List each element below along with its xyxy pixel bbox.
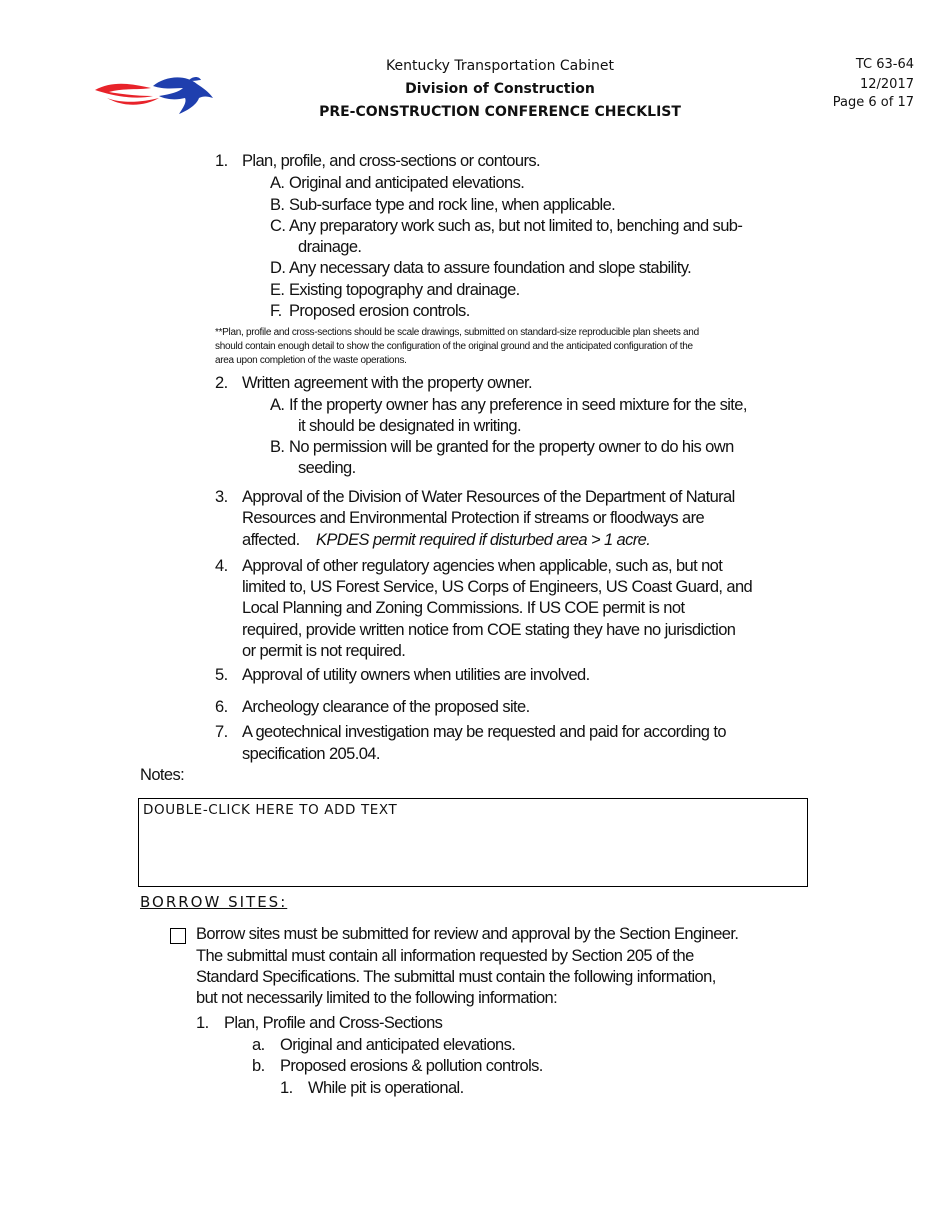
borrow-item-number: 1.	[196, 1014, 209, 1032]
item-line-prefix: affected.	[242, 531, 300, 549]
sub-text: If the property owner has any preference in seed mixture for the site,	[289, 396, 747, 414]
item-line: specification 205.04.	[242, 745, 380, 763]
borrow-sub-text: Proposed erosions & pollution controls.	[280, 1057, 543, 1075]
item-text: Archeology clearance of the proposed site.	[242, 698, 530, 716]
sub-letter: A.	[270, 174, 285, 192]
page-number: Page 6 of 17	[832, 95, 914, 110]
item-line: Approval of the Division of Water Resources of the Department of Natural	[242, 488, 735, 506]
footnote-line: should contain enough detail to show the configuration of the original ground and the anticipated configuration of the	[215, 341, 693, 352]
sub-text: No permission will be granted for the property owner to do his own	[289, 438, 734, 456]
form-title: PRE-CONSTRUCTION CONFERENCE CHECKLIST	[319, 104, 681, 120]
borrow-paragraph-line: Standard Specifications. The submittal must contain the following information,	[196, 968, 716, 986]
sub-text: Sub-surface type and rock line, when applicable.	[289, 196, 616, 214]
form-date: 12/2017	[859, 77, 914, 92]
item-number: 3.	[215, 488, 228, 506]
borrow-sub-letter: a.	[252, 1036, 265, 1054]
borrow-sites-heading: BORROW SITES:	[140, 893, 288, 911]
item-number: 7.	[215, 723, 228, 741]
item-line: Local Planning and Zoning Commissions. If US COE permit is not	[242, 599, 685, 617]
sub-letter: B.	[270, 196, 285, 214]
item-text: Written agreement with the property owner.	[242, 374, 532, 392]
sub-text: Any preparatory work such as, but not limited to, benching and sub-	[289, 217, 743, 235]
item-line: limited to, US Forest Service, US Corps of Engineers, US Coast Guard, and	[242, 578, 753, 596]
sub-letter: E.	[270, 281, 285, 299]
sub-text: Existing topography and drainage.	[289, 281, 520, 299]
item-number: 5.	[215, 666, 228, 684]
item-number: 4.	[215, 557, 228, 575]
sub-text-continued: seeding.	[298, 459, 356, 477]
borrow-sub-text: Original and anticipated elevations.	[280, 1036, 516, 1054]
borrow-paragraph-line: but not necessarily limited to the following information:	[196, 989, 558, 1007]
notes-placeholder: DOUBLE-CLICK HERE TO ADD TEXT	[143, 802, 398, 818]
item-text: Plan, profile, and cross-sections or contours.	[242, 152, 540, 170]
item-line: or permit is not required.	[242, 642, 406, 660]
division-name: Division of Construction	[405, 81, 595, 97]
borrow-sites-checkbox[interactable]	[170, 928, 186, 944]
sub-text-continued: it should be designated in writing.	[298, 417, 521, 435]
sub-letter: A.	[270, 396, 285, 414]
form-number: TC 63-64	[855, 57, 914, 72]
sub-text-continued: drainage.	[298, 238, 362, 256]
item-line: required, provide written notice from COE stating they have no jurisdiction	[242, 621, 736, 639]
sub-letter: C.	[270, 217, 286, 235]
kytc-logo	[93, 74, 215, 118]
item-line: Approval of other regulatory agencies when applicable, such as, but not	[242, 557, 723, 575]
sub-letter: F.	[270, 302, 282, 320]
notes-text-field[interactable]	[138, 798, 808, 887]
sub-text: Any necessary data to assure foundation and slope stability.	[289, 259, 692, 277]
borrow-sub-letter: b.	[252, 1057, 265, 1075]
item-number: 2.	[215, 374, 228, 392]
borrow-subsub-text: While pit is operational.	[308, 1079, 464, 1097]
sub-text: Original and anticipated elevations.	[289, 174, 525, 192]
footnote-line: **Plan, profile and cross-sections should be scale drawings, submitted on standard-size reproducible plan sheets and	[215, 327, 699, 338]
footnote-line: area upon completion of the waste operations.	[215, 355, 407, 366]
item-text: Approval of utility owners when utilities are involved.	[242, 666, 590, 684]
agency-name: Kentucky Transportation Cabinet	[385, 58, 615, 74]
borrow-subsub-number: 1.	[280, 1079, 293, 1097]
borrow-paragraph-line: The submittal must contain all information requested by Section 205 of the	[196, 947, 694, 965]
sub-letter: B.	[270, 438, 285, 456]
borrow-item-text: Plan, Profile and Cross-Sections	[224, 1014, 443, 1032]
item-number: 1.	[215, 152, 228, 170]
borrow-paragraph-line: Borrow sites must be submitted for review and approval by the Section Engineer.	[196, 925, 739, 943]
item-number: 6.	[215, 698, 228, 716]
sub-text: Proposed erosion controls.	[289, 302, 470, 320]
item-line: Resources and Environmental Protection if streams or floodways are	[242, 509, 705, 527]
kpdes-note: KPDES permit required if disturbed area > 1 acre.	[316, 531, 651, 549]
notes-label: Notes:	[140, 766, 185, 784]
item-line: A geotechnical investigation may be requested and paid for according to	[242, 723, 726, 741]
sub-letter: D.	[270, 259, 286, 277]
